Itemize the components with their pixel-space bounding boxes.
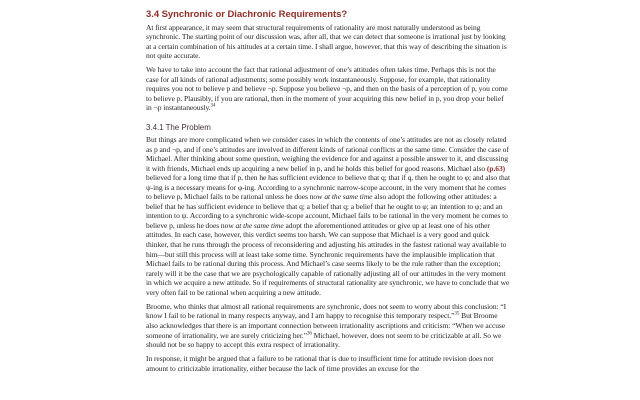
- italic-text: at the same time: [324, 192, 373, 202]
- text-run: also adopt the following other attitudes: a belief that he has sufficient evidence to believe that q; a belief that q; a belief that he ought to φ; an intention to φ; and an intention to ψ. According to a synchronic wide-scope account, Michael fails to be rational in the very moment he comes to believe p, unless he does now: [146, 192, 508, 230]
- paragraph: [146, 23, 510, 61]
- text-run: At first appearance, it may seem that structural requirements of rationality are most naturally understood as being synchronic. The starting point of our discussion was, after all, that we can detect that someone is irrational just by looking at a certain combination of his attitudes at a certain time. I shall argue, however, that this way of describing the situation is not quite accurate.: [146, 22, 507, 61]
- text-run: Michael, however, does not seem to be criticizable at all. So we should not be so happy to accept this extra respect of irrationality.: [146, 330, 502, 350]
- text-run: But things are more complicated when we consider cases in which the contents of one’s attitudes are not as closely related as p and ¬p, and if one’s attitudes are involved in different kinds of rational conflicts at the same time. Consider the case of Michael. After thinking about some question, weighing the evidence for and against a possible answer to it, and discussing it with friends, Michael ends up acquiring a new belief in p, and he holds this belief for good reasons. Michael also: [146, 135, 509, 173]
- text-run: Broome, who thinks that almost all rational requirements are synchronic, does not seem to worry about this conclusion: “I know I fail to be rational in many respects anyway, and I am happy to recognise this temporary respect.”: [146, 301, 507, 321]
- paragraph: [146, 354, 510, 373]
- footnote-reference: 36: [306, 331, 312, 337]
- paragraph: [146, 65, 510, 113]
- text-run: In response, it might be argued that a failure to be rational that is due to insufficient time for attitude revision does not amount to criticizable irrationality, either because the lack of time provides an excuse for the: [146, 354, 494, 373]
- paragraph: [146, 302, 510, 350]
- italic-text: at the same time: [235, 220, 284, 230]
- footnote-reference: 35: [454, 311, 460, 317]
- subsection-heading: 3.4.1 The Problem: [146, 122, 211, 132]
- text-run: But Broome also acknowledges that there is an important connection between irrationality ascriptions and criticism: “When we accuse someone of irrationality, we are surely criticizing her.”: [146, 311, 506, 340]
- section-heading: 3.4 Synchronic or Diachronic Requirements?: [146, 9, 348, 20]
- text-run: adopt the aforementioned attitudes or give up at least one of his other attitudes. In each case, however, this verdict seems too harsh. We can suppose that Michael is a very good and quick thinker, that he runs through the process of reconsidering and adjusting his attitudes in the fastest rational way available to him—but still this process will at least take some time. Synchronic requirements have the implausible implication that Michael fails to be rational during this process. And Michael’s case seems likely to be the rule rather than the exception; rarely will it be the case that we are psychologically capable of rationally adjusting all of our attitudes in the very moment in which we acquire a new attitude. So if requirements of structural rationality are synchronic, we have to conclude that we very often fail to be rational when acquiring a new attitude.: [146, 220, 510, 297]
- page-number-marker: (p.63): [486, 163, 506, 173]
- footnote-reference: 34: [210, 103, 216, 109]
- paragraph: [146, 135, 510, 297]
- text-run: believed for a long time that if p, then he has sufficient evidence to believe that q; that if q, then he ought to φ; and also that ψ-ing is a necessary means for φ-ing. According to a synchronic narrow-scope account, in the very moment that he comes to believe p, Michael fails to be rational unless he does now: [146, 173, 510, 202]
- text-run: We have to take into account the fact that rational adjustment of one’s attitudes often takes time. Perhaps this is not the case for all kinds of rational adjustments; some possibly work instantaneously. Suppose, for example, that rationality requires you not to believe p and believe ¬p. Suppose you believe ¬p, and then on the basis of a perception of p, you come to believe p. Plausibly, if you are rational, then in the moment of your acquiring this new belief in p, you drop your belief in ¬p instantaneously.: [146, 65, 508, 113]
- text-column: [146, 9, 510, 378]
